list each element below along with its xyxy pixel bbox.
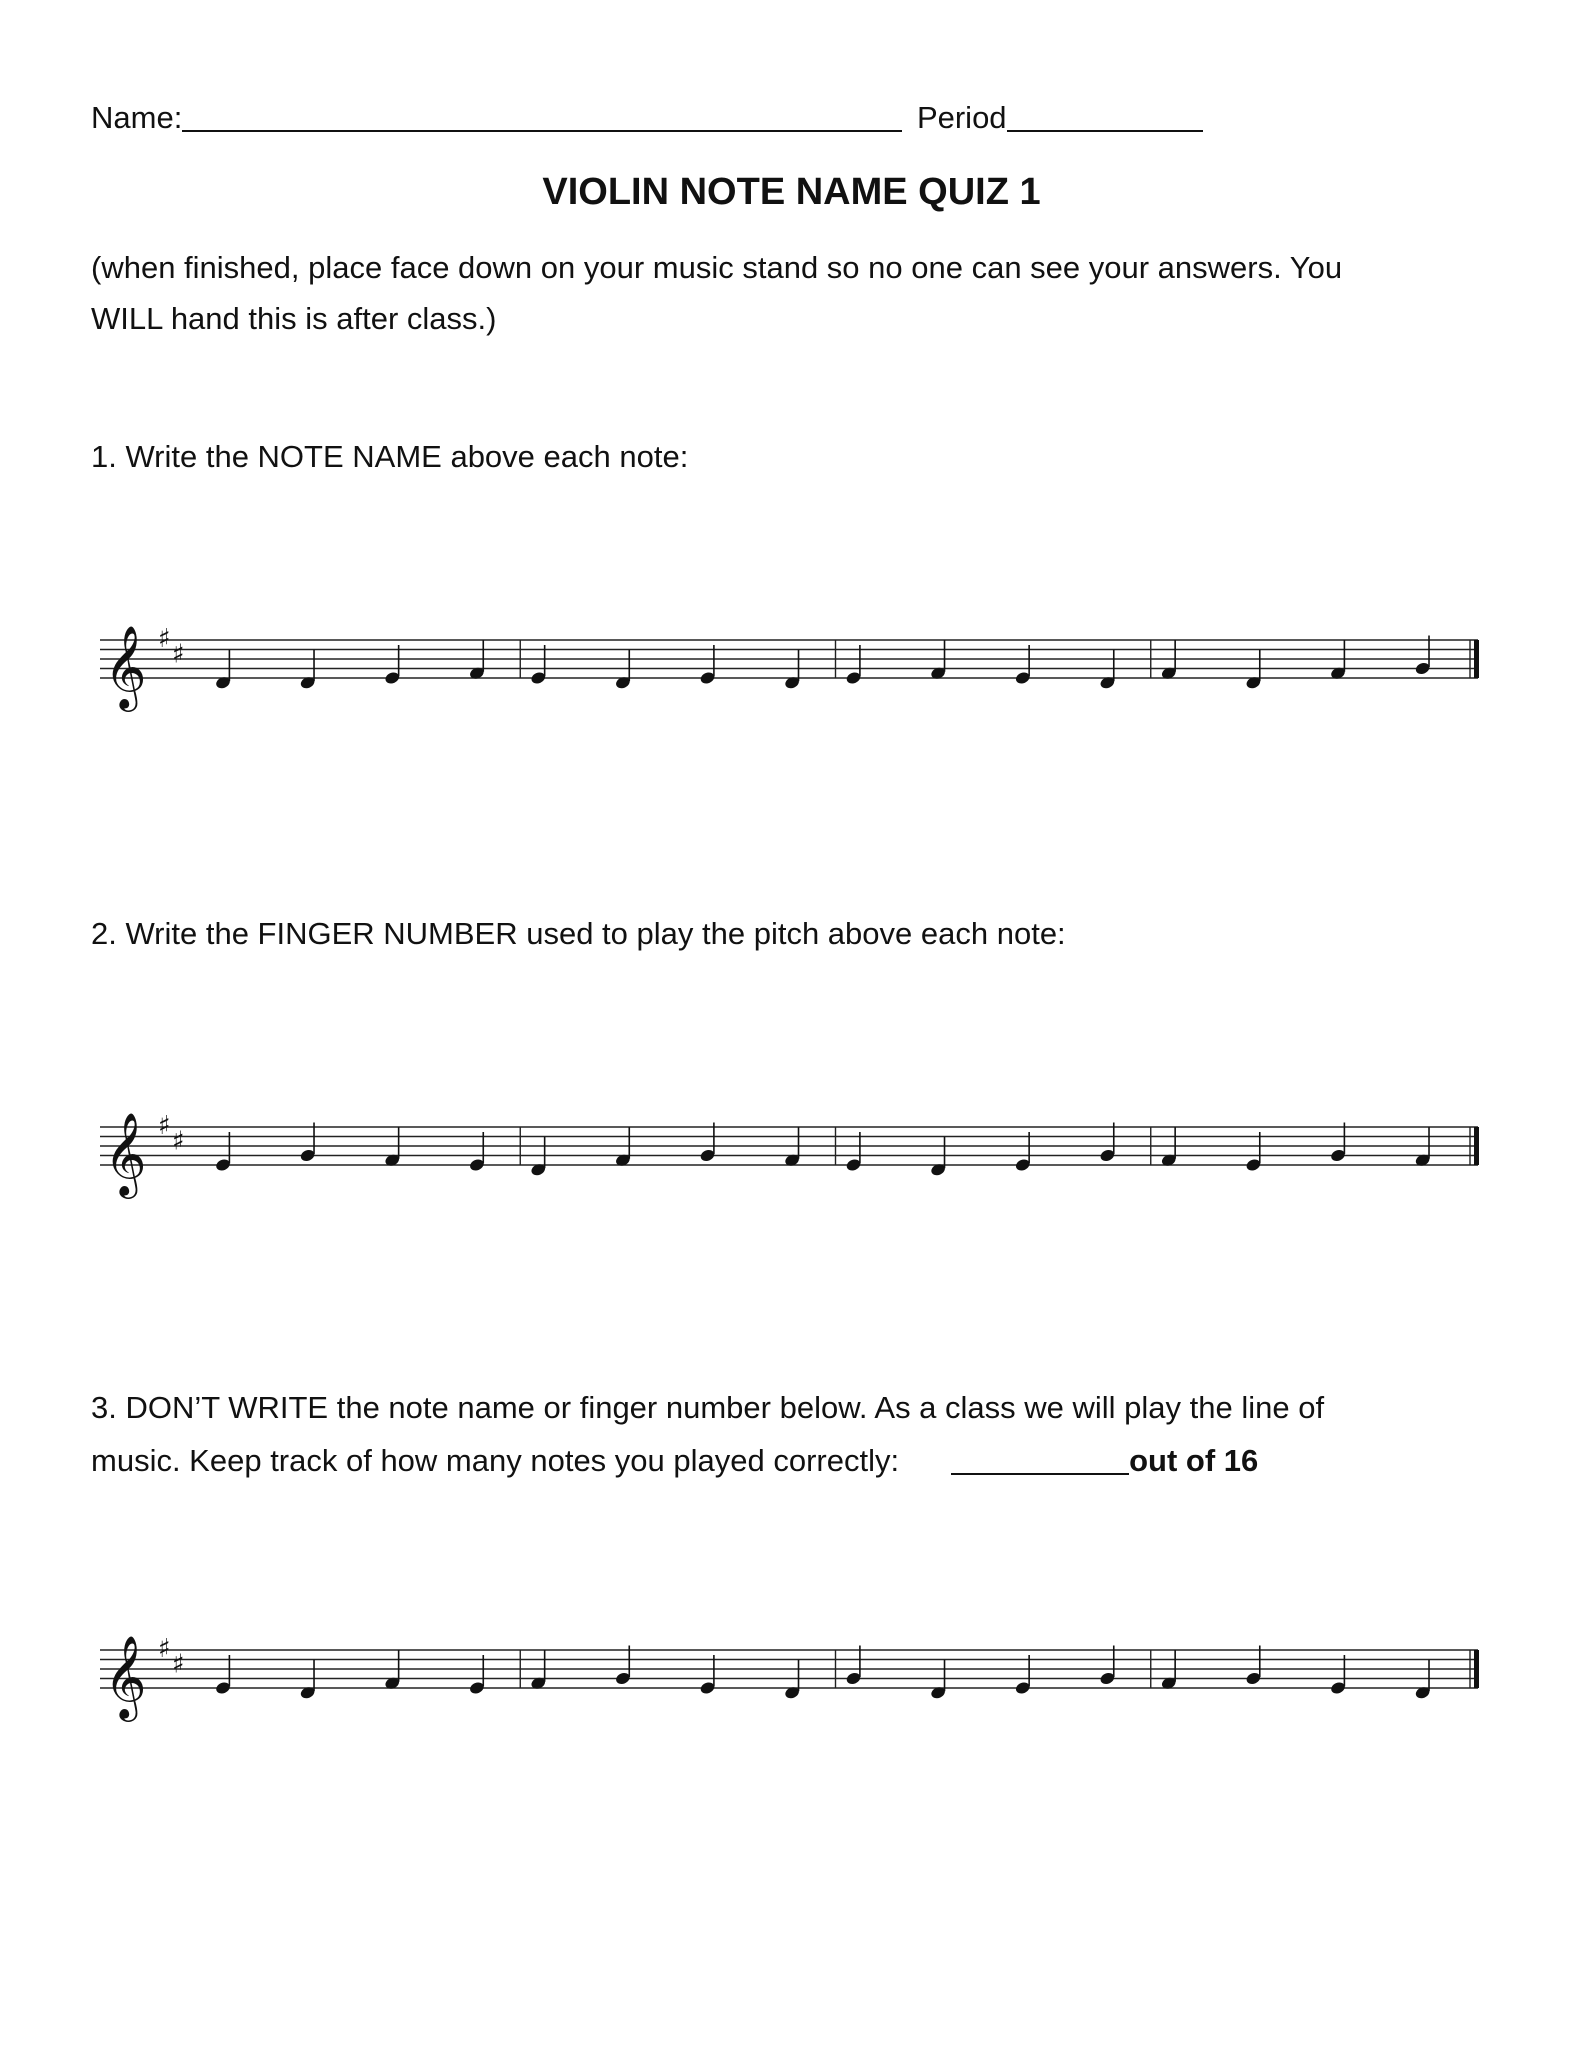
quarter-note: [1160, 1127, 1177, 1167]
quarter-note: [1245, 1132, 1262, 1172]
name-label: Name:: [91, 100, 183, 135]
quarter-note: [930, 1137, 947, 1177]
quarter-note: [1245, 650, 1262, 690]
treble-clef-icon: 𝄞: [104, 1634, 147, 1718]
staff-2: [0, 1107, 1583, 1237]
final-barline-thick: [1474, 640, 1479, 678]
score-blank[interactable]: [951, 1443, 1129, 1475]
quarter-note: [215, 650, 232, 690]
quarter-note: [468, 1132, 485, 1172]
sharp-icon: ♯: [158, 1111, 171, 1141]
period-label: Period: [916, 100, 1007, 135]
quarter-note: [699, 1123, 716, 1163]
quarter-note: [1414, 1127, 1431, 1167]
treble-clef-icon: 𝄞: [104, 624, 147, 708]
question-3-line-2: [91, 1441, 1258, 1481]
question-2-text: 2. Write the FINGER NUMBER used to play the pitch above each note:: [91, 916, 1066, 951]
quarter-note: [1330, 640, 1347, 680]
quarter-note: [930, 1660, 947, 1700]
quarter-note: [384, 1650, 401, 1690]
question-3-line-2-text: music. Keep track of how many notes you played correctly:: [91, 1443, 900, 1478]
quarter-note: [1099, 1646, 1116, 1686]
quarter-note: [1014, 1655, 1031, 1695]
quarter-note: [468, 640, 485, 680]
name-blank[interactable]: [182, 100, 902, 132]
name-line: [91, 98, 1203, 138]
treble-clef-icon: 𝄞: [104, 1111, 147, 1195]
quarter-note: [384, 645, 401, 685]
question-1-text: 1. Write the NOTE NAME above each note:: [91, 439, 689, 474]
final-barline-thick: [1474, 1127, 1479, 1165]
sharp-icon: ♯: [172, 639, 185, 670]
quarter-note: [468, 1655, 485, 1695]
quarter-note: [845, 645, 862, 685]
quarter-note: [215, 1132, 232, 1172]
quarter-note: [1099, 1123, 1116, 1163]
sharp-icon: ♯: [158, 624, 171, 654]
quarter-note: [1160, 1650, 1177, 1690]
quarter-note: [1099, 650, 1116, 690]
page-title: VIOLIN NOTE NAME QUIZ 1: [542, 171, 1041, 213]
quarter-note: [930, 640, 947, 680]
quarter-note: [845, 1646, 862, 1686]
staff-3: [0, 1630, 1583, 1760]
quarter-note: [299, 1123, 316, 1163]
quarter-note: [1014, 645, 1031, 685]
quarter-note: [1414, 636, 1431, 676]
quarter-note: [614, 650, 631, 690]
score-suffix: out of 16: [1129, 1443, 1259, 1478]
quarter-note: [1414, 1660, 1431, 1700]
staff-1: [0, 620, 1583, 750]
instructions-line-1: (when finished, place face down on your music stand so no one can see your answers. You: [91, 250, 1343, 285]
quarter-note: [299, 650, 316, 690]
quarter-note: [530, 645, 547, 685]
quarter-note: [530, 1650, 547, 1690]
quarter-note: [384, 1127, 401, 1167]
question-3-line-1: 3. DON’T WRITE the note name or finger number below. As a class we will play the line of: [91, 1390, 1325, 1425]
final-barline-thick: [1474, 1650, 1479, 1688]
quarter-note: [1330, 1655, 1347, 1695]
quarter-note: [784, 650, 801, 690]
quarter-note: [614, 1127, 631, 1167]
sharp-icon: ♯: [172, 1126, 185, 1157]
quarter-note: [1245, 1646, 1262, 1686]
quarter-note: [699, 1655, 716, 1695]
quarter-note: [1160, 640, 1177, 680]
quarter-note: [530, 1137, 547, 1177]
quarter-note: [1014, 1132, 1031, 1172]
instructions-line-2: WILL hand this is after class.): [91, 301, 497, 336]
quarter-note: [215, 1655, 232, 1695]
sharp-icon: ♯: [158, 1634, 171, 1664]
quarter-note: [614, 1646, 631, 1686]
quarter-note: [1330, 1123, 1347, 1163]
quarter-note: [845, 1132, 862, 1172]
quarter-note: [299, 1660, 316, 1700]
period-blank[interactable]: [1007, 100, 1203, 132]
quarter-note: [699, 645, 716, 685]
sharp-icon: ♯: [172, 1649, 185, 1680]
quarter-note: [784, 1127, 801, 1167]
quarter-note: [784, 1660, 801, 1700]
